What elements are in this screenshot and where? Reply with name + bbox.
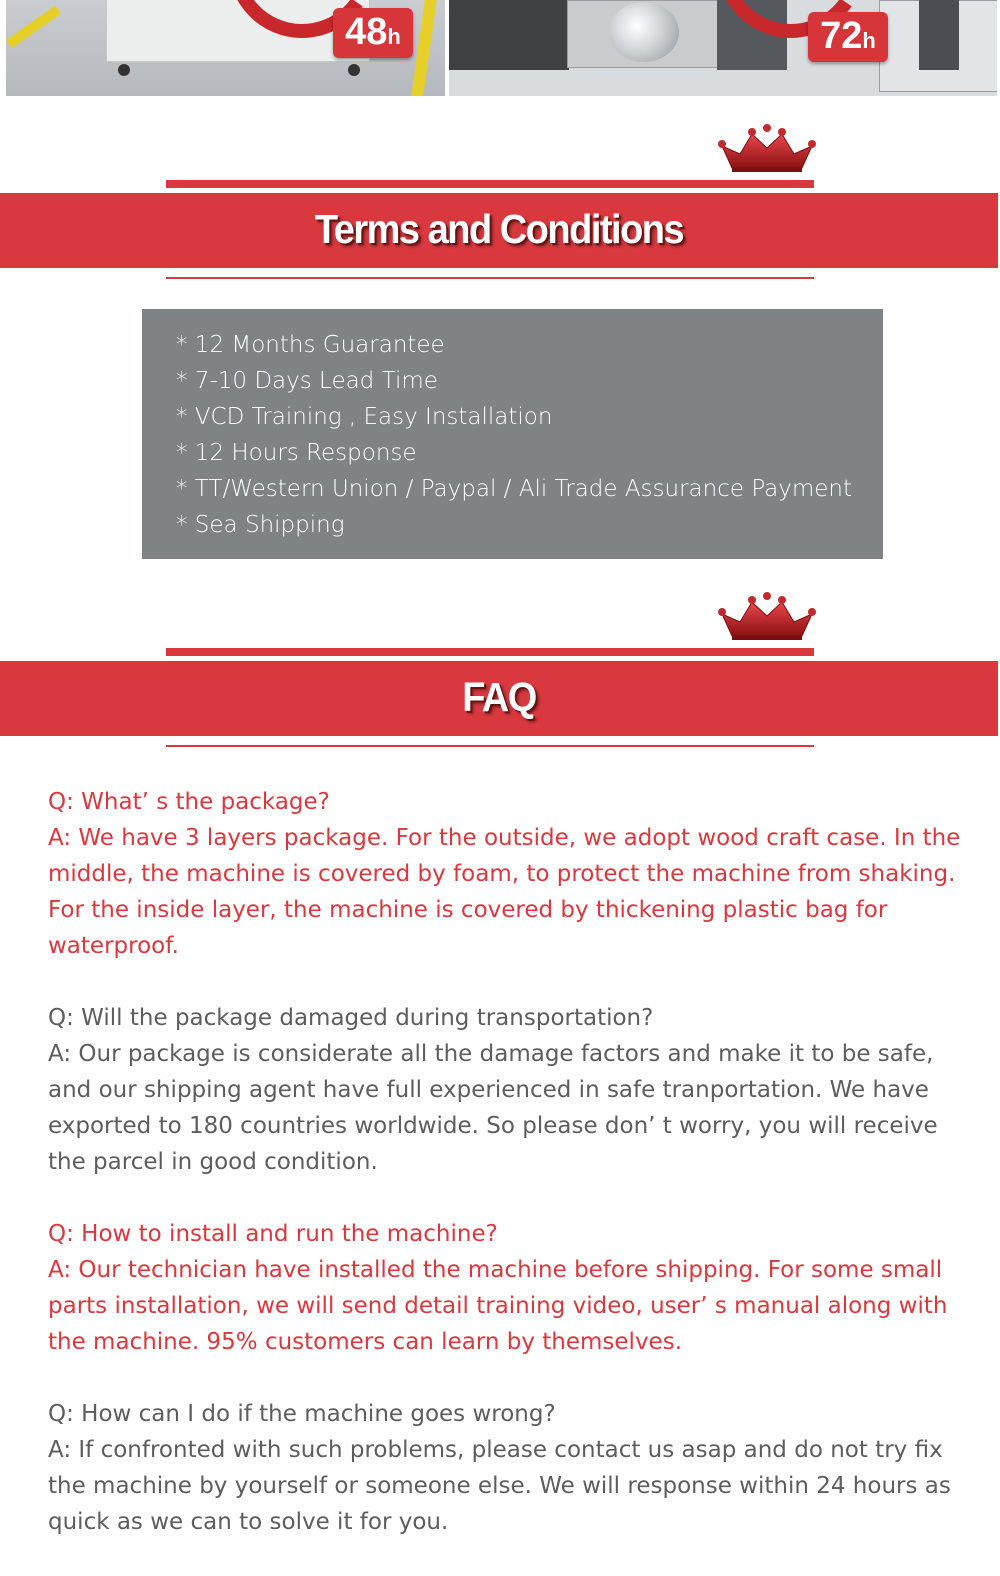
terms-item: * 12 Months Guarantee bbox=[176, 332, 445, 358]
header-rule-bottom bbox=[166, 745, 814, 747]
crown-icon bbox=[718, 592, 816, 642]
faq-answer: A: Our package is considerate all the damage factors and make it to be safe, and our shipping agent have full experienced in safe tranportation. We have exported to 180 countries worldwide. So please don’ t worry, you will receive the parcel in good condition. bbox=[48, 1041, 938, 1175]
terms-item: * Sea Shipping bbox=[176, 512, 345, 538]
badge-number: 72 bbox=[820, 15, 863, 57]
terms-title-band bbox=[0, 193, 998, 268]
faq-item bbox=[48, 1216, 968, 1360]
faq-item bbox=[48, 784, 968, 964]
machine-photo-left bbox=[6, 0, 445, 96]
header-rule-top bbox=[166, 180, 814, 188]
terms-list bbox=[142, 309, 883, 543]
terms-item: * VCD Training , Easy Installation bbox=[176, 404, 553, 430]
header-rule-top bbox=[166, 648, 814, 656]
faq-answer: A: Our technician have installed the machine before shipping. For some small parts installation, we will send detail training video, user’ s manual along with the machine. 95% customers can learn by themselves. bbox=[48, 1257, 948, 1355]
caster-wheel bbox=[348, 64, 360, 76]
faq-question: Q: How can I do if the machine goes wrong? bbox=[48, 1401, 556, 1427]
terms-item: * 7-10 Days Lead Time bbox=[176, 368, 438, 394]
terms-title: Terms and Conditions bbox=[314, 207, 684, 253]
crown-icon bbox=[718, 124, 816, 174]
faq-item bbox=[48, 1396, 968, 1540]
faq-question: Q: Will the package damaged during transportation? bbox=[48, 1005, 654, 1031]
terms-item: * 12 Hours Response bbox=[176, 440, 417, 466]
badge-number: 48 bbox=[345, 11, 388, 53]
faq-answer: A: If confronted with such problems, please contact us asap and do not try fix the machine by yourself or someone else. We will response within 24 hours as quick as we can to solve it for you. bbox=[48, 1437, 951, 1535]
terms-box bbox=[142, 309, 883, 559]
faq-title: FAQ bbox=[462, 675, 536, 721]
faq-list bbox=[48, 784, 968, 1576]
time-badge-48h bbox=[333, 8, 413, 58]
faq-question: Q: What’ s the package? bbox=[48, 789, 330, 815]
badge-unit: h bbox=[862, 28, 876, 53]
mechanism-part bbox=[919, 0, 959, 70]
faq-question: Q: How to install and run the machine? bbox=[48, 1221, 498, 1247]
terms-item: * TT/Western Union / Paypal / Ali Trade Assurance Payment bbox=[176, 476, 853, 502]
mechanism-part bbox=[449, 0, 569, 70]
faq-answer: A: We have 3 layers package. For the outside, we adopt wood craft case. In the middle, the machine is covered by foam, to protect the machine from shaking. For the inside layer, the machine is covered by thickening plastic bag for waterproof. bbox=[48, 825, 961, 959]
faq-title-band bbox=[0, 661, 998, 736]
badge-unit: h bbox=[387, 24, 401, 49]
header-rule-bottom bbox=[166, 277, 814, 279]
time-badge-72h bbox=[808, 12, 888, 62]
caster-wheel bbox=[118, 64, 130, 76]
faq-item bbox=[48, 1000, 968, 1180]
machine-photo-right bbox=[449, 0, 997, 96]
